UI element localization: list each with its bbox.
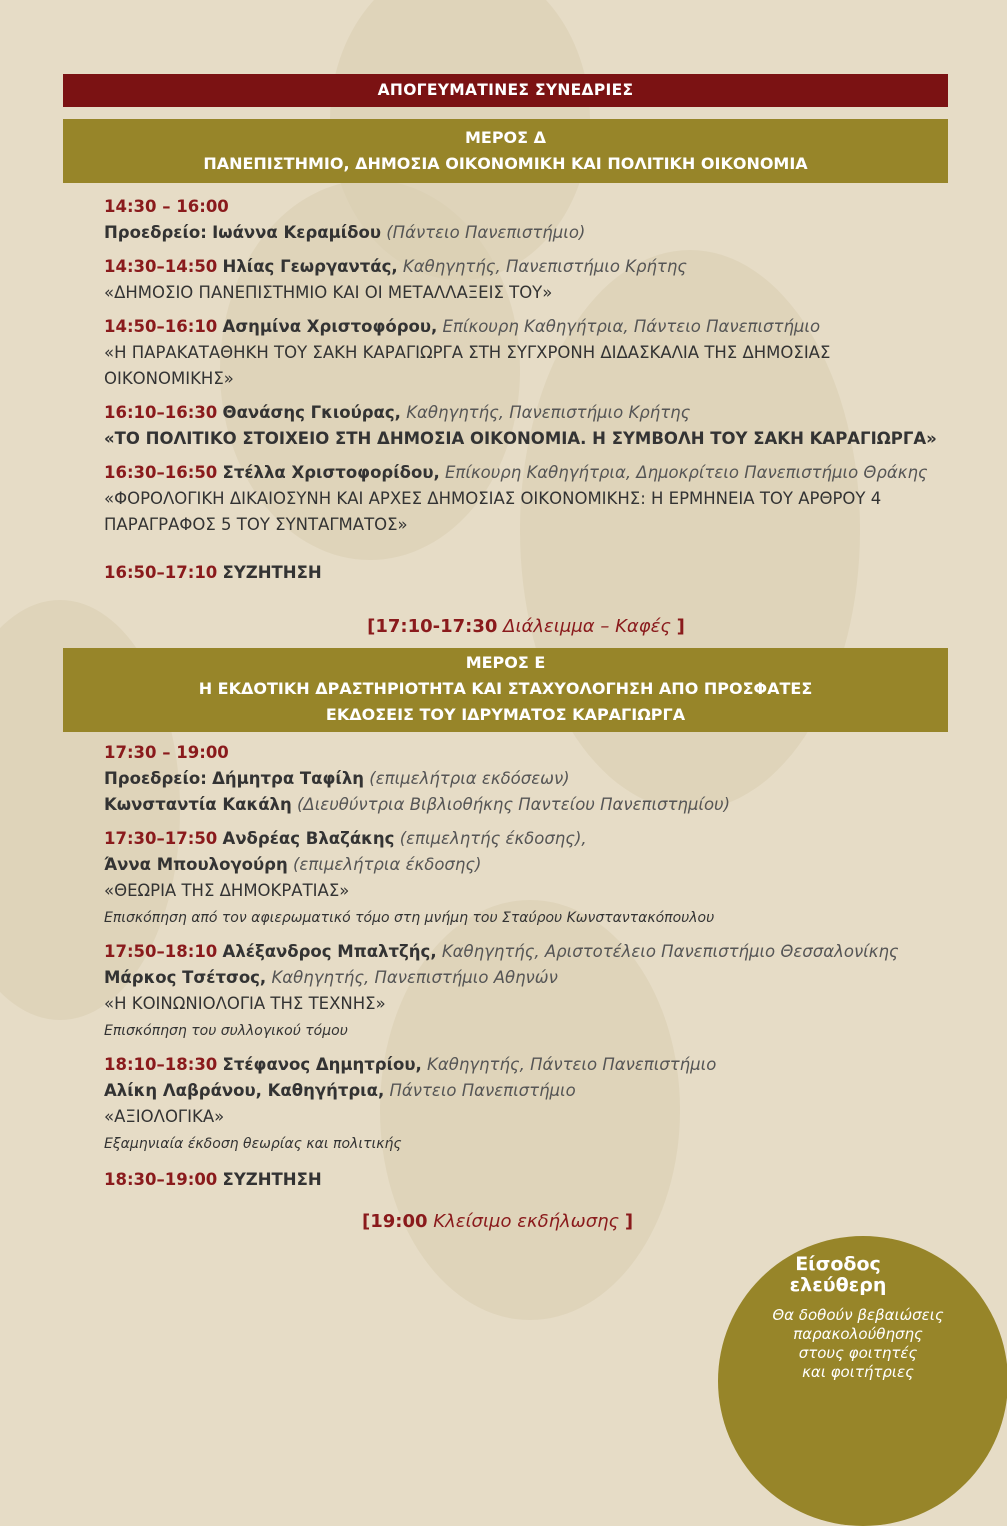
part-d-chair: Προεδρείο: Ιωάννα Κεραμίδου (Πάντειο Πανεπιστήμιο) xyxy=(104,223,586,242)
part-d-banner xyxy=(63,119,948,183)
talk-item: 14:50–16:10 Ασημίνα Χριστοφόρου, Επίκουρη Καθηγήτρια, Πάντειο Πανεπιστήμιο «Η ΠΑΡΑΚΑΤΑΘΗΚΗ ΤΟΥ ΣΑΚΗ ΚΑΡΑΓΙΩΡΓΑ ΣΤΗ ΣΥΓΧΡΟΝΗ ΔΙΔΑΣΚΑΛΙΑ ΤΗΣ ΔΗΜΟΣΙΑΣ ΟΙΚΟΝΟΜΙΚΗΣ» xyxy=(104,317,831,388)
part-d-subtitle: ΠΑΝΕΠΙΣΤΗΜΙΟ, ΔΗΜΟΣΙΑ ΟΙΚΟΝΟΜΙΚΗ ΚΑΙ ΠΟΛΙΤΙΚΗ ΟΙΚΟΝΟΜΙΑ xyxy=(203,154,808,173)
discussion-item: 18:30–19:00 ΣΥΖΗΤΗΣΗ xyxy=(104,1170,322,1189)
afternoon-sessions-header: ΑΠΟΓΕΥΜΑΤΙΝΕΣ ΣΥΝΕΔΡΙΕΣ xyxy=(63,74,948,107)
closing: [19:00 Κλείσιμο εκδήλωσης ] xyxy=(362,1211,634,1232)
part-e-banner xyxy=(63,648,948,732)
talk-item: 17:50–18:10 Αλέξανδρος Μπαλτζής, Καθηγητής, Αριστοτέλειο Πανεπιστήμιο Θεσσαλονίκης Μάρκος Τσέτσος, Καθηγητής, Πανεπιστήμιο Αθηνών «Η ΚΟΙΝΩΝΙΟΛΟΓΙΑ ΤΗΣ ΤΕΧΝΗΣ» Επισκόπηση του συλλογικού τόμου xyxy=(104,942,899,1039)
coffee-break: [17:10-17:30 Διάλειμμα – Καφές ] xyxy=(367,616,685,637)
talk-item: 17:30–17:50 Ανδρέας Βλαζάκης (επιμελητής έκδοσης), Άννα Μπουλογούρη (επιμελήτρια έκδοσης) «ΘΕΩΡΙΑ ΤΗΣ ΔΗΜΟΚΡΑΤΙΑΣ» Επισκόπηση από τον αφιερωματικό τόμο στη μνήμη του Σταύρου Κωνσταντακόπουλου xyxy=(104,829,715,926)
badge-text: στους φοιτητές xyxy=(798,1344,918,1362)
part-e-title: ΜΕΡΟΣ Ε xyxy=(465,653,546,672)
discussion-item: 16:50–17:10 ΣΥΖΗΤΗΣΗ xyxy=(104,563,322,582)
part-d-section xyxy=(63,194,948,640)
part-e-subtitle: Η ΕΚΔΟΤΙΚΗ ΔΡΑΣΤΗΡΙΟΤΗΤΑ ΚΑΙ ΣΤΑΧΥΟΛΟΓΗΣΗ ΑΠΟ ΠΡΟΣΦΑΤΕΣ xyxy=(198,679,813,698)
part-d-slot: 14:30 – 16:00 xyxy=(104,197,229,216)
badge-text: και φοιτήτριες xyxy=(802,1363,914,1381)
talk-note: Επισκόπηση από τον αφιερωματικό τόμο στη μνήμη του Σταύρου Κωνσταντακόπουλου xyxy=(104,910,715,926)
talk-title: «ΑΞΙΟΛΟΓΙΚΑ» xyxy=(104,1107,225,1126)
talk-title: «ΤΟ ΠΟΛΙΤΙΚΟ ΣΤΟΙΧΕΙΟ ΣΤΗ ΔΗΜΟΣΙΑ ΟΙΚΟΝΟΜΙΑ. Η ΣΥΜΒΟΛΗ ΤΟΥ ΣΑΚΗ ΚΑΡΑΓΙΩΡΓΑ» xyxy=(104,429,937,448)
talk-title: «ΔΗΜΟΣΙΟ ΠΑΝΕΠΙΣΤΗΜΙΟ ΚΑΙ ΟΙ ΜΕΤΑΛΛΑΞΕΙΣ ΤΟΥ» xyxy=(104,283,553,302)
free-entry-badge xyxy=(718,1236,1007,1526)
talk-item: 16:10–16:30 Θανάσης Γκιούρας, Καθηγητής, Πανεπιστήμιο Κρήτης «ΤΟ ΠΟΛΙΤΙΚΟ ΣΤΟΙΧΕΙΟ ΣΤΗ ΔΗΜΟΣΙΑ ΟΙΚΟΝΟΜΙΑ. Η ΣΥΜΒΟΛΗ ΤΟΥ ΣΑΚΗ ΚΑΡΑΓΙΩΡΓΑ» xyxy=(104,403,937,448)
badge-heading: Είσοδος xyxy=(795,1253,881,1275)
part-e-subtitle-2: ΕΚΔΟΣΕΙΣ ΤΟΥ ΙΔΡΥΜΑΤΟΣ ΚΑΡΑΓΙΩΡΓΑ xyxy=(325,705,686,724)
badge-text: Θα δοθούν βεβαιώσεις xyxy=(772,1306,944,1324)
talk-note: Επισκόπηση του συλλογικού τόμου xyxy=(104,1023,348,1039)
talk-title: «Η ΚΟΙΝΩΝΙΟΛΟΓΙΑ ΤΗΣ ΤΕΧΝΗΣ» xyxy=(104,994,386,1013)
badge-heading-2: ελεύθερη xyxy=(789,1274,887,1296)
talk-item: 18:10–18:30 Στέφανος Δημητρίου, Καθηγητής, Πάντειο Πανεπιστήμιο Αλίκη Λαβράνου, Καθηγήτρια, Πάντειο Πανεπιστήμιο «ΑΞΙΟΛΟΓΙΚΑ» Εξαμηνιαία έκδοση θεωρίας και πολιτικής xyxy=(104,1055,717,1152)
talk-title: «ΦΟΡΟΛΟΓΙΚΗ ΔΙΚΑΙΟΣΥΝΗ ΚΑΙ ΑΡΧΕΣ ΔΗΜΟΣΙΑΣ ΟΙΚΟΝΟΜΙΚΗΣ: Η ΕΡΜΗΝΕΙΑ ΤΟΥ ΑΡΘΡΟΥ 4 ΠΑΡΑΓΡΑΦΟΣ 5 ΤΟΥ ΣΥΝΤΑΓΜΑΤΟΣ» xyxy=(104,489,882,534)
part-e-chair-2: Κωνσταντία Κακάλη (Διευθύντρια Βιβλιοθήκης Παντείου Πανεπιστημίου) xyxy=(104,795,731,814)
talk-item: 14:30–14:50 Ηλίας Γεωργαντάς, Καθηγητής, Πανεπιστήμιο Κρήτης «ΔΗΜΟΣΙΟ ΠΑΝΕΠΙΣΤΗΜΙΟ ΚΑΙ ΟΙ ΜΕΤΑΛΛΑΞΕΙΣ ΤΟΥ» xyxy=(104,257,687,302)
talk-item: 16:30–16:50 Στέλλα Χριστοφορίδου, Επίκουρη Καθηγήτρια, Δημοκρίτειο Πανεπιστήμιο Θράκης «ΦΟΡΟΛΟΓΙΚΗ ΔΙΚΑΙΟΣΥΝΗ ΚΑΙ ΑΡΧΕΣ ΔΗΜΟΣΙΑΣ ΟΙΚΟΝΟΜΙΚΗΣ: Η ΕΡΜΗΝΕΙΑ ΤΟΥ ΑΡΘΡΟΥ 4 ΠΑΡΑΓΡΑΦΟΣ 5 ΤΟΥ ΣΥΝΤΑΓΜΑΤΟΣ» xyxy=(104,463,928,534)
part-e-chair: Προεδρείο: Δήμητρα Ταφίλη (επιμελήτρια εκδόσεων) xyxy=(104,769,570,788)
talk-note: Εξαμηνιαία έκδοση θεωρίας και πολιτικής xyxy=(104,1136,402,1152)
talk-title: «Η ΠΑΡΑΚΑΤΑΘΗΚΗ ΤΟΥ ΣΑΚΗ ΚΑΡΑΓΙΩΡΓΑ ΣΤΗ ΣΥΓΧΡΟΝΗ ΔΙΔΑΣΚΑΛΙΑ ΤΗΣ ΔΗΜΟΣΙΑΣ ΟΙΚΟΝΟΜΙΚΗΣ» xyxy=(104,343,831,388)
talk-title: «ΘΕΩΡΙΑ ΤΗΣ ΔΗΜΟΚΡΑΤΙΑΣ» xyxy=(104,881,350,900)
part-d-title: ΜΕΡΟΣ Δ xyxy=(464,128,547,147)
part-e-section xyxy=(63,740,948,1235)
program-content xyxy=(63,74,948,1235)
part-e-slot: 17:30 – 19:00 xyxy=(104,743,229,762)
badge-text: παρακολούθησης xyxy=(793,1325,923,1343)
